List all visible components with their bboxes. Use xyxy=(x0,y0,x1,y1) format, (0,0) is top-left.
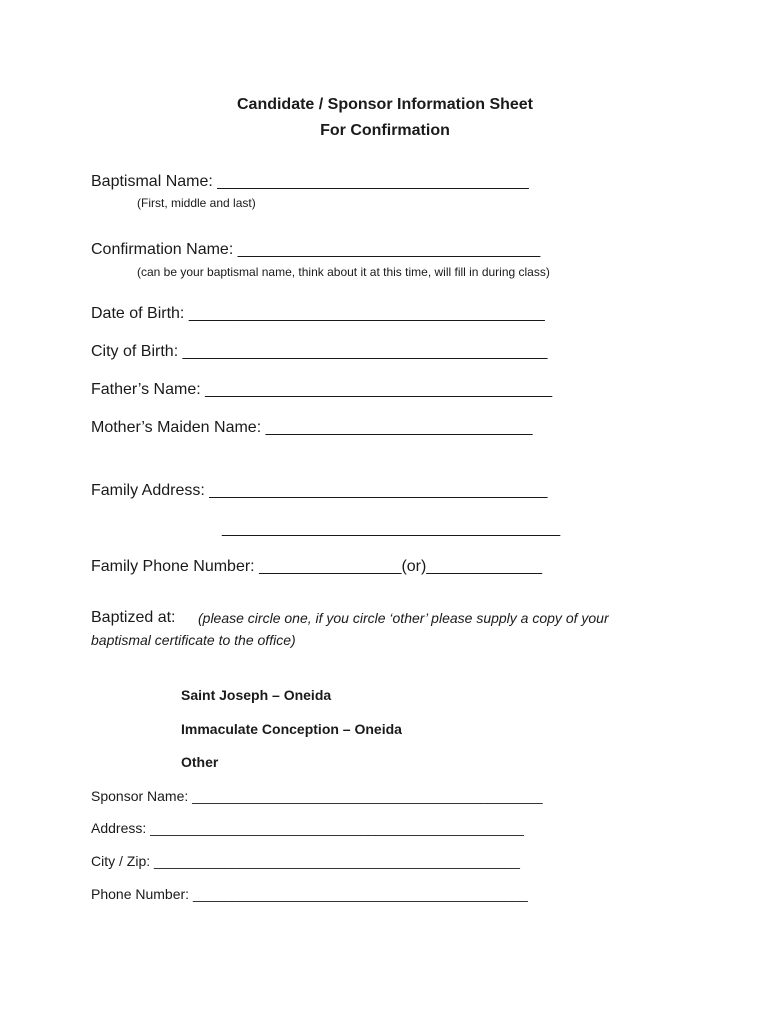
option-immaculate-conception[interactable]: Immaculate Conception – Oneida xyxy=(181,721,402,737)
city-of-birth-field[interactable]: City of Birth: _________________________________________ xyxy=(91,343,548,360)
sponsor-address-field[interactable]: Address: ________________________________________________ xyxy=(91,820,524,836)
mothers-maiden-name-field[interactable]: Mother’s Maiden Name: ______________________________ xyxy=(91,419,533,436)
family-phone-field[interactable]: Family Phone Number: ________________(or)_____________ xyxy=(91,558,542,575)
sponsor-phone-field[interactable]: Phone Number: ___________________________________________ xyxy=(91,886,528,902)
sheet-subtitle: For Confirmation xyxy=(320,122,450,139)
family-address-line2-field[interactable]: ______________________________________ xyxy=(222,520,561,537)
sponsor-city-zip-field[interactable]: City / Zip: _______________________________________________ xyxy=(91,853,520,869)
baptized-at-label: Baptized at: xyxy=(91,609,176,626)
fathers-name-field[interactable]: Father’s Name: _______________________________________ xyxy=(91,381,553,398)
sheet-title: Candidate / Sponsor Information Sheet xyxy=(236,96,534,113)
date-of-birth-field[interactable]: Date of Birth: ________________________________________ xyxy=(91,305,545,322)
family-address-field[interactable]: Family Address: ______________________________________ xyxy=(91,482,548,499)
baptismal-name-note: (First, middle and last) xyxy=(137,196,256,210)
option-other[interactable]: Other xyxy=(181,754,219,770)
confirmation-name-field[interactable]: Confirmation Name: __________________________________ xyxy=(91,241,541,258)
baptized-at-instruction: (please circle one, if you circle ‘other’ please supply a copy of your xyxy=(198,610,609,626)
baptismal-name-field[interactable]: Baptismal Name: ___________________________________ xyxy=(91,173,529,190)
baptized-at-instruction-cont: baptismal certificate to the office) xyxy=(91,632,296,648)
confirmation-name-note: (can be your baptismal name, think about it at this time, will fill in during class) xyxy=(137,265,550,279)
sponsor-name-field[interactable]: Sponsor Name: _____________________________________________ xyxy=(91,788,543,804)
option-saint-joseph[interactable]: Saint Joseph – Oneida xyxy=(181,687,332,703)
